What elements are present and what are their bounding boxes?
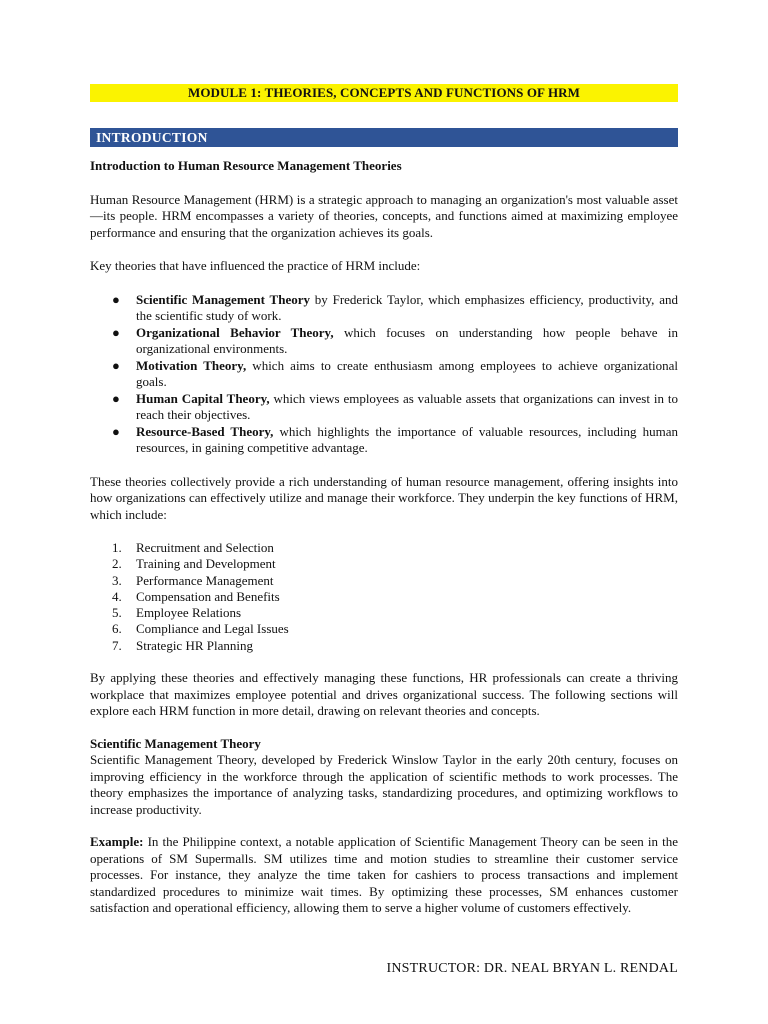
bullet-icon: ● xyxy=(112,390,120,406)
function-label: Performance Management xyxy=(136,572,274,588)
list-item xyxy=(90,556,678,572)
theory-text: which views employees as valuable assets that organizations can invest in to reach their objectives. xyxy=(136,390,678,422)
theory-text: by Frederick Taylor, which emphasizes efficiency, productivity, and the scientific study of work. xyxy=(136,291,678,323)
list-item xyxy=(90,638,678,654)
list-item xyxy=(90,358,678,391)
section-title-bar: INTRODUCTION xyxy=(90,128,678,147)
function-label: Strategic HR Planning xyxy=(136,637,253,653)
list-number: 6. xyxy=(112,621,122,637)
theory-text: which aims to create enthusiasm among employees to achieve organizational goals. xyxy=(136,357,678,389)
function-label: Employee Relations xyxy=(136,605,242,621)
function-label: Compensation and Benefits xyxy=(136,588,280,604)
theory-name: Human Capital Theory, xyxy=(136,390,270,406)
smt-heading: Scientific Management Theory xyxy=(90,735,261,751)
list-item xyxy=(90,391,678,424)
theory-name: Scientific Management Theory xyxy=(136,291,310,307)
list-item xyxy=(90,573,678,589)
applying-paragraph: By applying these theories and effectively managing these functions, HR professionals can create a thriving workplace that maximizes employee potential and drives organizational success. The following sections will explore each HRM function in more detail, drawing on relevant theories and concepts. xyxy=(90,670,678,719)
list-number: 4. xyxy=(112,588,122,604)
example-text: In the Philippine context, a notable application of Scientific Management Theory can be seen in the operations of SM Supermalls. SM utilizes time and motion studies to streamline their customer service processes. For instance, they analyze the time taken for cashiers to process transactions and implement standardized procedures to minimize wait times. By optimizing these processes, SM enhances customer satisfaction and operational efficiency, allowing them to serve a higher volume of customers effectively. xyxy=(90,834,678,916)
function-label: Compliance and Legal Issues xyxy=(136,621,289,637)
list-item xyxy=(90,292,678,325)
list-item xyxy=(90,605,678,621)
bullet-icon: ● xyxy=(112,357,120,373)
collective-paragraph: These theories collectively provide a rich understanding of human resource management, offering insights into how organizations can effectively utilize and manage their workforce. They underpin the key functions of HRM, which include: xyxy=(90,473,678,522)
smt-body: Scientific Management Theory, developed by Frederick Winslow Taylor in the early 20th century, focuses on improving efficiency in the workforce through the application of scientific methods to work processes. The theory emphasizes the importance of analyzing tasks, standardizing procedures, and optimizing workflows to increase productivity. xyxy=(90,752,678,817)
bullet-icon: ● xyxy=(112,291,120,307)
list-item xyxy=(90,621,678,637)
list-number: 2. xyxy=(112,556,122,572)
subheading: Introduction to Human Resource Management Theories xyxy=(90,158,402,173)
theory-text: which focuses on understanding how people behave in organizational environments. xyxy=(136,324,678,356)
theories-list xyxy=(90,292,678,457)
list-item xyxy=(90,424,678,457)
bullet-icon: ● xyxy=(112,423,120,439)
document-page xyxy=(90,84,678,917)
functions-list xyxy=(90,540,678,654)
theory-name: Motivation Theory, xyxy=(136,357,247,373)
example-label: Example: xyxy=(90,834,144,850)
theory-name: Organizational Behavior Theory, xyxy=(136,324,334,340)
theory-name: Resource-Based Theory, xyxy=(136,423,274,439)
theory-text: which highlights the importance of valuable resources, including human resources, in gaining competitive advantage. xyxy=(136,423,678,455)
list-number: 5. xyxy=(112,605,122,621)
list-number: 3. xyxy=(112,572,122,588)
instructor-footer: INSTRUCTOR: DR. NEAL BRYAN L. RENDAL xyxy=(386,961,678,976)
intro-paragraph: Human Resource Management (HRM) is a strategic approach to managing an organization's most valuable asset—its people. HRM encompasses a variety of theories, concepts, and functions aimed at maximizing employee performance and ensuring that the organization achieves its goals. xyxy=(90,191,678,240)
smt-section xyxy=(90,736,678,819)
example-paragraph xyxy=(90,834,678,917)
list-item xyxy=(90,540,678,556)
list-number: 1. xyxy=(112,540,122,555)
list-item xyxy=(90,589,678,605)
function-label: Training and Development xyxy=(136,556,276,572)
list-item xyxy=(90,325,678,358)
module-title: MODULE 1: THEORIES, CONCEPTS AND FUNCTIONS OF HRM xyxy=(90,84,678,102)
function-label: Recruitment and Selection xyxy=(136,540,274,555)
list-number: 7. xyxy=(112,637,122,653)
bullet-icon: ● xyxy=(112,324,120,340)
key-theories-lead: Key theories that have influenced the practice of HRM include: xyxy=(90,258,421,273)
